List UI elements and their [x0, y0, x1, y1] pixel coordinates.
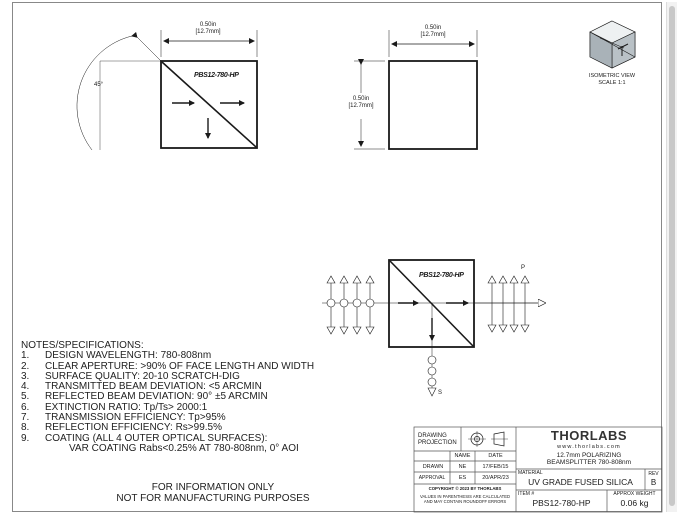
disclaimer: VALUES IN PARENTHESIS ARE CALCULATED AND MAY CONTAIN ROUNDOFF ERRORS — [419, 494, 511, 504]
left-part-label: PBS12-780-HP — [194, 72, 239, 79]
rev-value: B — [650, 478, 657, 487]
left-width-dim: 0.50in [12.7mm] — [195, 22, 221, 35]
mid-cube-outline — [389, 61, 477, 149]
beam-part-label: PBS12-780-HP — [419, 272, 464, 279]
projection-label: DRAWING PROJECTION — [418, 433, 457, 446]
thorlabs-logo: THORLABS — [550, 428, 628, 443]
mid-width-dim: 0.50in [12.7mm] — [420, 25, 446, 38]
drawn-name: NE — [458, 464, 467, 470]
rev-label: REV — [648, 471, 659, 477]
mid-view — [354, 30, 477, 149]
weight-value: 0.06 kg — [620, 498, 649, 508]
approval-name: ES — [458, 475, 467, 481]
weight-label: APPROX WEIGHT — [613, 491, 656, 497]
note-item: 8. REFLECTION EFFICIENCY: Rs>99.5% — [21, 422, 222, 434]
approval-date: 20/APR/23 — [482, 475, 509, 481]
date-header: DATE — [488, 453, 503, 459]
material-label: MATERIAL — [518, 470, 543, 476]
note-item: 5. REFLECTED BEAM DEVIATION: 90° ±5 ARCMIN — [21, 391, 268, 403]
note-item: 4. TRANSMITTED BEAM DEVIATION: <5 ARCMIN — [21, 381, 262, 393]
name-header: NAME — [454, 453, 471, 459]
drawn-label: DRAWN — [422, 464, 444, 470]
iso-view-label: ISOMETRIC VIEW SCALE 1:1 — [588, 73, 636, 86]
note-item: 6. EXTINCTION RATIO: Tp/Ts> 2000:1 — [21, 401, 208, 413]
approval-label: APPROVAL — [418, 475, 446, 481]
part-description: 12.7mm POLARIZING BEAMSPLITTER 780-808nm — [546, 452, 632, 466]
projection-symbol — [468, 431, 508, 447]
mid-height-dim: 0.50in [12.7mm] — [343, 96, 379, 110]
isometric-cube — [590, 21, 635, 68]
drawn-date: 17/FEB/15 — [482, 464, 509, 470]
notes-specifications — [21, 341, 321, 454]
p-polarization-label: P — [521, 265, 526, 271]
beam-view — [322, 260, 545, 396]
information-disclaimer: FOR INFORMATION ONLY NOT FOR MANUFACTURING PURPOSES — [116, 482, 310, 504]
note-item: 1. DESIGN WAVELENGTH: 780-808nm — [21, 350, 212, 362]
angle-dim: 45° — [94, 82, 104, 88]
item-value: PBS12-780-HP — [532, 498, 591, 508]
left-view — [77, 30, 257, 150]
website[interactable]: www.thorlabs.com — [557, 444, 621, 450]
copyright: COPYRIGHT © 2023 BY THORLABS — [428, 486, 502, 491]
note-item: 2. CLEAR APERTURE: >90% OF FACE LENGTH AND WIDTH — [21, 360, 315, 372]
note-item: 3. SURFACE QUALITY: 20-10 SCRATCH-DIG — [21, 370, 240, 382]
notes-title: NOTES/SPECIFICATIONS: — [21, 340, 144, 351]
s-polarization-label: S — [438, 390, 443, 396]
note-sub-item: VAR COATING Rabs<0.25% AT 780-808nm, 0° AOI — [69, 442, 299, 454]
note-item: 9. COATING (ALL 4 OUTER OPTICAL SURFACES): — [21, 432, 268, 444]
item-label: ITEM # — [518, 491, 535, 497]
material-value: UV GRADE FUSED SILICA — [528, 477, 633, 487]
note-item: 7. TRANSMISSION EFFICIENCY: Tp>95% — [21, 412, 226, 424]
